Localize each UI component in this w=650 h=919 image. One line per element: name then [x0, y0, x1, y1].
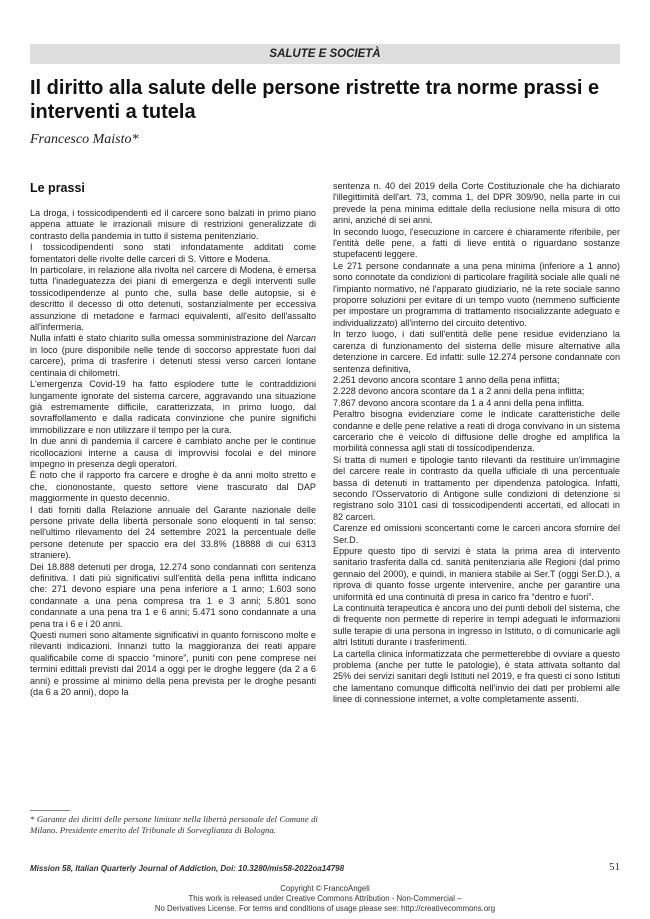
paragraph: 7.867 devono ancora scontare da 1 a 4 anni della pena inflitta.: [333, 397, 585, 408]
section-label: SALUTE E SOCIETÀ: [269, 48, 381, 60]
paragraph: I tossicodipendenti sono stati infondatamente additati come fomentatori delle rivolte delle carceri di S. Vittore e Modena.: [30, 242, 316, 264]
paragraph: Questi numeri sono altamente significativi in quanto forniscono molte e rilevanti indicazioni. Innanzi tutto la maggioranza dei reati appare qualificabile come di spaccio “minore”, puniti con pene comprese nei termini edittali previsti dal 2014 a oggi per le droghe leggere (da 2 a 6 anni) e prossime al minimo della pena prevista per le droghe pesanti (da 6 a 20 anni), dopo la: [30, 630, 316, 698]
paragraph: sentenza n. 40 del 2019 della Corte Costituzionale che ha dichiarato l'illegittimità dell'art. 73, comma 1, del DPR 309/90, nella parte in cui prevede la pena minima edittale della reclusione nella misura di otto anni, anziché di sei anni.: [333, 181, 620, 226]
paragraph: La cartella clinica informatizzata che permetterebbe di ovviare a questo problema (anche per tutte le patologie), è stata attivata soltanto dal 25% dei servizi sanitari degli Istituti nel 2019, e fra questi ci sono Istituti che lamentano comunque difficoltà nell'invio dei dati per problemi alle linee di connessione internet, a volte completamente assenti.: [333, 648, 620, 705]
paragraph: L'emergenza Covid-19 ha fatto esplodere tutte le contraddizioni lungamente ignorate del sistema carcere, aggravando una situazione già estremamente difficile, caratterizzata, in primo luogo, dal sovraffollamento e dalla radicata convinzione che punire significhi immobilizzare e non utilizzare il tempo per la cura.: [30, 379, 316, 435]
copyright-line: Copyright © FrancoAngeli: [280, 884, 370, 893]
license-line-2: No Derivatives License. For terms and conditions of usage please see: http://creativecommons.org: [154, 904, 496, 913]
license-notice: [0, 884, 650, 914]
author-footnote: * Garante dei diritti delle persone limitate nella libertà personale del Comune di Milano. Presidente emerito del Tribunale di Sorveglianza di Bologna.: [30, 814, 318, 835]
paragraph: I dati forniti dalla Relazione annuale del Garante nazionale delle persone private della libertà personale sono eloquenti in tal senso: nell'ultimo rilevamento del 24 settembre 2021 la percentuale delle persone detenute per spaccio era del 33.8% (18888 di cui 6313 straniere).: [30, 504, 316, 561]
paragraph: 2.228 devono ancora scontare da 1 a 2 anni della pena inflitta;: [333, 386, 585, 397]
article-title: Il diritto alla salute delle persone ristrette tra norme prassi e interventi a tutela: [30, 77, 600, 123]
paragraph: La droga, i tossicodipendenti ed il carcere sono balzati in primo piano appena attuate le irrazionali misure di restrizioni generalizzate di contrasto della pandemia in tutto il sistema penitenziario.: [30, 208, 316, 241]
paragraph: È noto che il rapporto fra carcere e droghe è da anni molto stretto e che, ciononostante, questo settore viene trascurato dal DAP maggiormente in questo decennio.: [30, 470, 316, 504]
right-column: [333, 181, 620, 706]
paragraph: In particolare, in relazione alla rivolta nel carcere di Modena, è emersa tutta l'inadeguatezza dei piani di emergenza e degli interventi sulle tossicodipendenze al punto che, sulla base delle autopsie, si è descritto il decesso di otto detenuti, sostanzialmente per eccessiva assunzione di metadone e farmaci equivalenti, all'esito dell'assalto all'infermeria.: [30, 265, 316, 333]
paragraph: La continuità terapeutica è ancora uno dei punti deboli del sistema, che di frequente non permette di reperire in tempi adeguati le informazioni sulle terapie di una persona in ingresso in Istituto, o di comunicarle agli altri Istituti durante i trasferimenti.: [333, 603, 620, 648]
paragraph: Nulla infatti è stato chiarito sulla omessa somministrazione del Narcan in loco (pure disponibile nelle tende di soccorso apprestate fuori dal carcere), prima di trasferire i detenuti stessi verso carceri lontane centinaia di chilometri.: [30, 333, 316, 378]
paragraph: In terzo luogo, i dati sull'entità delle pene residue evidenziano la carenza di funzionamento del sistema delle misure alternative alla detenzione in carcere. Ed infatti: sulle 12.274 persone condannate con sentenza definitiva,: [333, 329, 620, 374]
page-number: 51: [609, 861, 620, 873]
section-heading: Le prassi: [30, 181, 85, 195]
paragraph: Peraltro bisogna evidenziare come le indicate caratteristiche delle condanne e delle pene relative a reati di droga convivano in un sistema carcerario che è veicolo di diffusione delle droghe ed amplifica la morbilità connessa agli stati di tossicodipendenza.: [333, 409, 620, 454]
left-column: [30, 181, 316, 698]
article-author: Francesco Maisto*: [30, 132, 139, 147]
paragraph: In due anni di pandemia il carcere è cambiato anche per le continue ricollocazioni interne a causa di improvvisi focolai e del minore impegno in presenza degli operatori.: [30, 436, 316, 469]
paragraph: Carenze ed omissioni sconcertanti come le carceri ancora sfornire del Ser.D.: [333, 523, 620, 545]
paragraph: 2.251 devono ancora scontare 1 anno della pena inflitta;: [333, 374, 560, 385]
right-paragraphs: [333, 181, 620, 706]
section-banner: [30, 44, 620, 64]
journal-citation: Mission 58, Italian Quarterly Journal of Addiction, Doi: 10.3280/mis58-2022oa14798: [30, 864, 345, 873]
paragraph: Eppure questo tipo di servizi è stata la prima area di intervento sanitario trasferita dalla cd. sanità penitenziaria alle Regioni (dal primo gennaio del 2000), e quindi, in maniera stabile ai Ser.T (oggi Ser.D.), a riprova di quanto fosse urgente intervenire, anche per garantire una uniformità ed una continuità di presa in carico fra “dentro e fuori”.: [333, 546, 620, 602]
footnote-divider: [30, 810, 70, 811]
left-paragraphs: [30, 208, 316, 698]
drug-name-emphasis: Narcan: [286, 333, 316, 344]
paragraph: In secondo luogo, l'esecuzione in carcere è chiaramente riferibile, per l'entità delle pene, a fatti di lieve entità o riguardano sostanze stupefacenti leggere.: [333, 226, 620, 260]
paragraph: Le 271 persone condannate a una pena minima (inferiore a 1 anno) sono connotate da condizioni di particolare fragilità sociale alle quali né l'impianto normativo, né l'apparato giudiziario, né la rete sociale sanno proporre soluzioni per evitare di un tempo vuoto (nemmeno sufficiente per impostare un programma di trattamento risocializzante adeguato e individualizzato) all'interno del circuito detentivo.: [333, 260, 620, 328]
paragraph: Dei 18.888 detenuti per droga, 12.274 sono condannati con sentenza definitiva. I dati più significativi sull'entità della pena inflitta indicano che: 271 devono espiare una pena inferiore a 1 anno; 1.603 sono condannate a una pena compresa tra 1 e 3 anni; 5.801 sono condannate a una pena tra 1 e 6 anni; 5.471 sono condannate a una pena tra i 6 e i 20 anni.: [30, 561, 316, 629]
license-line-1: This work is released under Creative Commons Attribution - Non-Commercial –: [188, 894, 462, 903]
paragraph: Si tratta di numeri e tipologie tanto rilevanti da restituire un'immagine del carcere reale in contrasto da quella ufficiale di una percentuale bassa di detenuti in trattamento per dipendenza patologica. Infatti, secondo l'Osservatorio di Antigone sulle condizioni di detenzione si registrano solo 3101 casi di tossicodipendenti accertati, ed allocati in 82 carceri.: [333, 454, 620, 522]
